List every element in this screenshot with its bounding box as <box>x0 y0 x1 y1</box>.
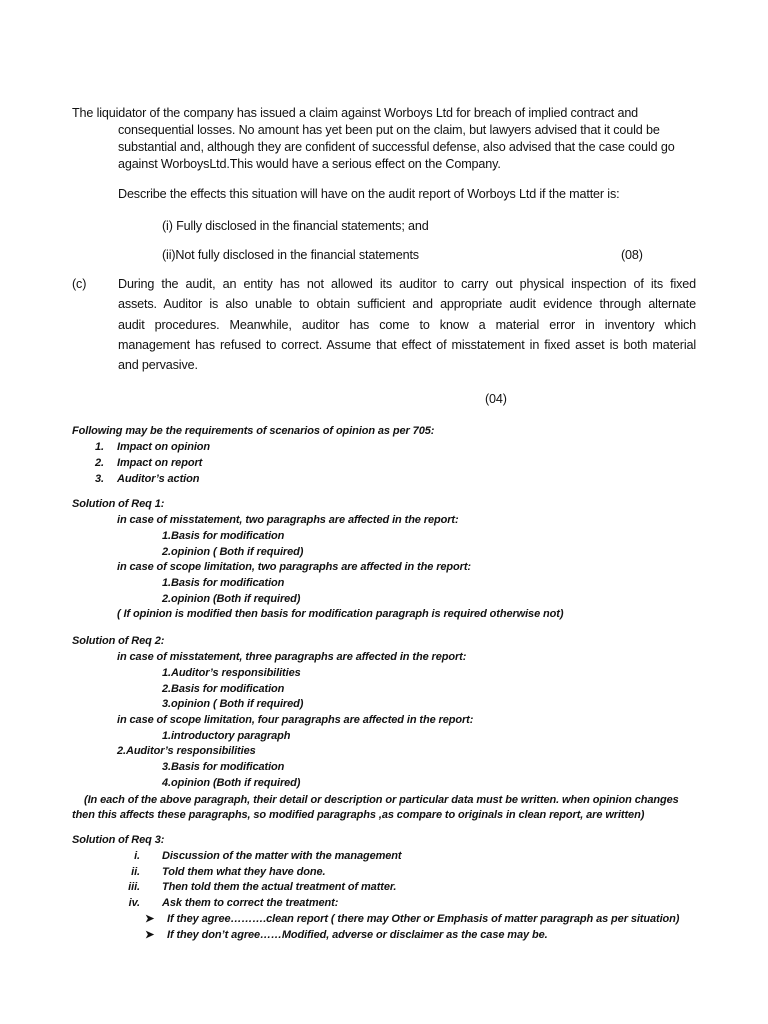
req2-mis-item-3: 3.opinion ( Both if required) <box>162 698 304 710</box>
req-list-num-1: 1. <box>95 441 104 453</box>
req2-scope-item-3: 3.Basis for modification <box>162 761 285 773</box>
option-ii: (ii)Not fully disclosed in the financial statements <box>162 248 419 262</box>
marks-b: (08) <box>621 248 643 262</box>
part-c-line-5: and pervasive. <box>118 358 198 372</box>
question-para-line-2: consequential losses. No amount has yet been put on the claim, but lawyers advised that it could be <box>118 123 660 137</box>
question-para-line-4: against WorboysLtd.This would have a serious effect on the Company. <box>118 157 501 171</box>
part-c-line-1: During the audit, an entity has not allowed its auditor to carry out physical inspection of its fixed <box>118 277 696 291</box>
req-list-item-3: Auditor’s action <box>117 473 200 485</box>
req2-heading: Solution of Req 2: <box>72 635 165 647</box>
arrow-bullet-icon: ➤ <box>145 929 155 941</box>
solution-intro: Following may be the requirements of scenarios of opinion as per 705: <box>72 425 435 437</box>
req-list-num-2: 2. <box>95 457 104 469</box>
part-c-line-2: assets. Auditor is also unable to obtain sufficient and appropriate audit evidence through alternate <box>118 297 696 311</box>
req1-mis-item-1: 1.Basis for modification <box>162 530 285 542</box>
req1-heading: Solution of Req 1: <box>72 498 165 510</box>
req1-misstatement: in case of misstatement, two paragraphs are affected in the report: <box>117 514 459 526</box>
req2-mis-item-2: 2.Basis for modification <box>162 683 285 695</box>
question-para-line-1: The liquidator of the company has issued a claim against Worboys Ltd for breach of implied contract and <box>72 106 639 120</box>
req2-scope: in case of scope limitation, four paragraphs are affected in the report: <box>117 714 474 726</box>
arrow-bullet-icon: ➤ <box>145 913 155 925</box>
part-c-label: (c) <box>72 277 87 291</box>
req3-step-num-1: i. <box>134 850 140 862</box>
req2-scope-item-2: 2.Auditor’s responsibilities <box>117 745 256 757</box>
req1-scope: in case of scope limitation, two paragraphs are affected in the report: <box>117 561 471 573</box>
req3-bullet-2: If they don’t agree……Modified, adverse or disclaimer as the case may be. <box>167 929 548 941</box>
option-i: (i) Fully disclosed in the financial statements; and <box>162 219 429 233</box>
req2-note-line-2: then this affects these paragraphs, so modified paragraphs ,as compare to originals in clean report, are written) <box>72 809 645 821</box>
req1-scope-item-2: 2.opinion (Both if required) <box>162 593 301 605</box>
part-c-line-4: management has refused to correct. Assume that effect of misstatement in fixed asset is both material <box>118 338 696 352</box>
req2-mis-item-1: 1.Auditor’s responsibilities <box>162 667 301 679</box>
req-list-num-3: 3. <box>95 473 104 485</box>
req3-step-2: Told them what they have done. <box>162 866 326 878</box>
req1-note: ( If opinion is modified then basis for modification paragraph is required otherwise not) <box>117 608 564 620</box>
req2-scope-item-1: 1.introductory paragraph <box>162 730 291 742</box>
req1-scope-item-1: 1.Basis for modification <box>162 577 285 589</box>
req3-step-num-4: iv. <box>128 897 140 909</box>
part-c-line-3: audit procedures. Meanwhile, auditor has come to know a material error in inventory which <box>118 318 696 332</box>
req2-misstatement: in case of misstatement, three paragraphs are affected in the report: <box>117 651 467 663</box>
marks-c: (04) <box>485 392 507 406</box>
question-para-line-3: substantial and, although they are confident of successful defense, also advised that the case could go <box>118 140 675 154</box>
req1-mis-item-2: 2.opinion ( Both if required) <box>162 546 304 558</box>
req-list-item-1: Impact on opinion <box>117 441 211 453</box>
req3-heading: Solution of Req 3: <box>72 834 165 846</box>
req-list-item-2: Impact on report <box>117 457 203 469</box>
req3-bullet-1: If they agree……….clean report ( there may Other or Emphasis of matter paragraph as per situation) <box>167 913 680 925</box>
req2-scope-item-4: 4.opinion (Both if required) <box>162 777 301 789</box>
describe-instruction: Describe the effects this situation will have on the audit report of Worboys Ltd if the matter is: <box>118 187 620 201</box>
req3-step-num-3: iii. <box>128 881 140 893</box>
req3-step-1: Discussion of the matter with the management <box>162 850 402 862</box>
req3-step-3: Then told them the actual treatment of matter. <box>162 881 397 893</box>
req2-note-line-1: (In each of the above paragraph, their detail or description or particular data must be written. when opinion changes <box>84 794 679 806</box>
req3-step-num-2: ii. <box>131 866 140 878</box>
req3-step-4: Ask them to correct the treatment: <box>162 897 339 909</box>
